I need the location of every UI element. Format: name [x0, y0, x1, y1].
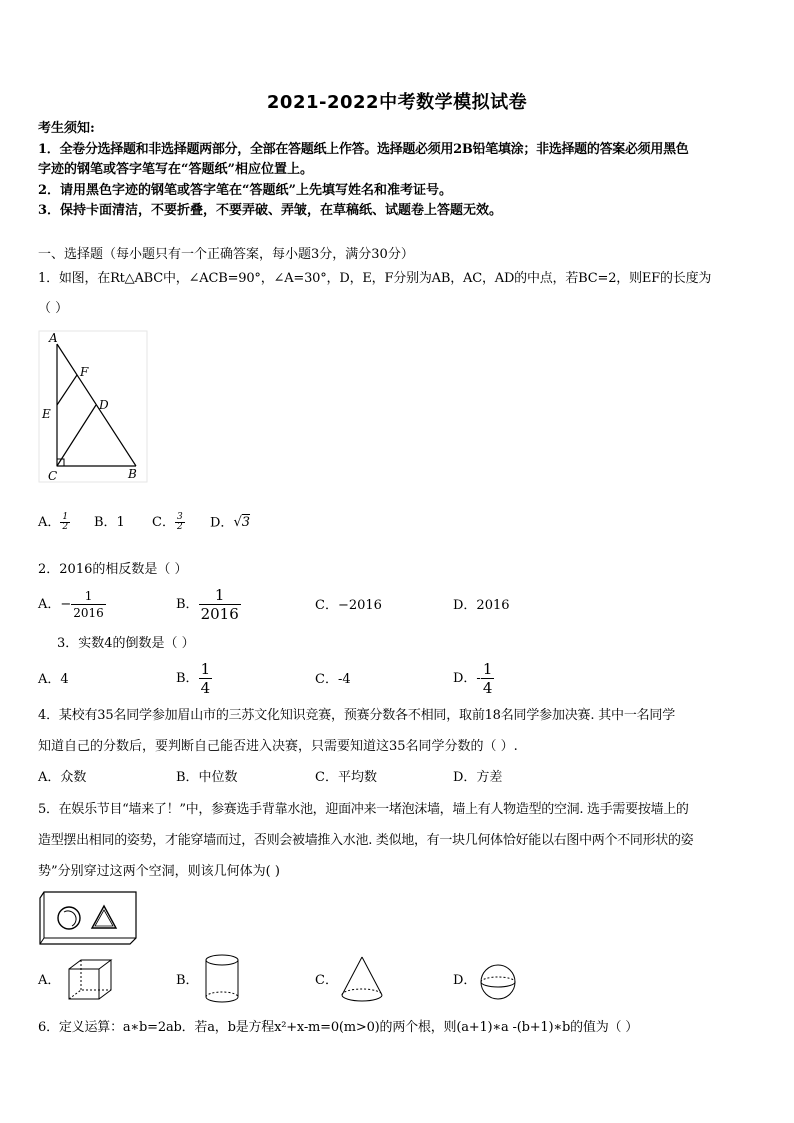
- fraction-numerator: 1: [200, 660, 211, 678]
- cone-icon: [338, 955, 386, 1005]
- q3-stem: 3．实数4的倒数是（ ）: [57, 636, 195, 651]
- q3-option-d[interactable]: [453, 660, 494, 697]
- label-b: B: [128, 467, 137, 481]
- notice-heading: 考生须知:: [38, 121, 95, 136]
- q3-option-b[interactable]: [176, 660, 212, 697]
- sqrt-symbol: √3: [233, 515, 251, 530]
- notice-item-1b: 字迹的钢笔或答字笔写在“答题纸”相应位置上。: [38, 162, 313, 177]
- notice-item-3: 3．保持卡面清洁，不要折叠，不要弄破、弄皱，在草稿纸、试题卷上答题无效。: [38, 203, 503, 218]
- q4-option-b[interactable]: B．中位数: [176, 770, 238, 785]
- fraction-denominator: 4: [482, 679, 493, 697]
- q3-option-d-fraction: [481, 660, 495, 697]
- figure-border: [39, 331, 147, 482]
- q1-option-a[interactable]: [38, 513, 70, 532]
- q1-option-a-label: A．: [38, 515, 61, 530]
- q1-option-c-fraction: [175, 513, 185, 532]
- q3-option-c[interactable]: C．-4: [315, 672, 351, 687]
- fraction-denominator: 2016: [73, 606, 104, 620]
- sqrt-radicand: 3: [241, 515, 251, 530]
- q2-option-d[interactable]: D．2016: [453, 598, 510, 613]
- q1-option-c[interactable]: [152, 513, 185, 532]
- section-heading: 一、选择题（每小题只有一个正确答案，每小题3分，满分30分）: [38, 247, 414, 262]
- fraction-numerator: 1: [71, 588, 106, 605]
- q4-stem-line2: 知道自己的分数后，要判断自己能否进入决赛，只需要知道这35名同学分数的（ ）.: [38, 739, 518, 754]
- label-a: A: [49, 331, 58, 345]
- q2-option-b-fraction: [199, 586, 241, 623]
- q1-option-d-label: D．: [210, 515, 234, 531]
- q1-option-b[interactable]: B．1: [94, 515, 125, 530]
- q5-stem-line1: 5．在娱乐节目“墙来了！”中，参赛选手背靠水池，迎面冲来一堵泡沫墙，墙上有人物造型的空洞. 选手需要按墙上的: [38, 802, 689, 817]
- fraction-denominator: 2: [176, 522, 183, 532]
- q2-option-c[interactable]: C．−2016: [315, 598, 382, 613]
- fraction-numerator: 3: [176, 512, 183, 522]
- q5-option-b[interactable]: B．: [176, 973, 199, 988]
- fraction-numerator: 1: [482, 660, 493, 678]
- q5-option-a[interactable]: A．: [38, 973, 61, 988]
- circle-hole: [58, 907, 80, 929]
- q2-stem: 2．2016的相反数是（ ）: [38, 562, 188, 577]
- q4-option-a[interactable]: A．众数: [38, 770, 87, 785]
- notice-item-2: 2．请用黑色字迹的钢笔或答字笔在“答题纸”上先填写姓名和准考证号。: [38, 183, 453, 198]
- page-title: 2021-2022中考数学模拟试卷: [266, 92, 528, 113]
- q1-stem-line1: 1．如图，在Rt△ABC中，∠ACB=90°，∠A=30°，D，E，F分别为AB，AC，AD的中点，若BC=2，则EF的长度为: [38, 271, 712, 286]
- q1-option-a-fraction: [60, 513, 70, 532]
- q4-option-d[interactable]: D．方差: [453, 770, 503, 785]
- label-f: F: [80, 365, 89, 379]
- q2-option-a-label: A．−: [38, 597, 72, 612]
- q1-triangle-figure: [38, 330, 150, 485]
- q1-option-c-label: C．: [152, 515, 175, 530]
- notice-item-1: 1．全卷分选择题和非选择题两部分，全部在答题纸上作答。选择题必须用2B铅笔填涂；非选择题的答案必须用黑色: [38, 142, 689, 157]
- q2-option-a[interactable]: [38, 588, 106, 621]
- q3-option-b-fraction: [199, 660, 213, 697]
- wall-slab: [40, 892, 136, 944]
- label-e: E: [42, 407, 51, 421]
- q3-option-d-label: D．-: [453, 671, 481, 686]
- q3-option-a[interactable]: A．4: [38, 672, 69, 687]
- q2-option-a-fraction: [71, 588, 106, 621]
- cylinder-icon: [202, 953, 242, 1005]
- q4-stem-line1: 4．某校有35名同学参加眉山市的三苏文化知识竞赛，预赛分数各不相同，取前18名同学参加决赛. 其中一名同学: [38, 708, 676, 723]
- fraction-denominator: 2016: [200, 605, 239, 623]
- segment-ef: [57, 375, 77, 405]
- cube-icon: [66, 957, 114, 1005]
- sphere-icon: [478, 962, 518, 1002]
- q5-stem-line2: 造型摆出相同的姿势，才能穿墙而过，否则会被墙推入水池. 类似地，有一块几何体恰好能以右图中两个不同形状的姿: [38, 833, 694, 848]
- q5-option-d[interactable]: D．: [453, 973, 477, 988]
- q6-stem: 6．定义运算：a∗b=2ab．若a，b是方程x²+x-m=0(m>0)的两个根，则(a+1)∗a -(b+1)∗b的值为（ ）: [38, 1020, 639, 1035]
- q4-option-c[interactable]: C．平均数: [315, 770, 377, 785]
- q3-option-b-label: B．: [176, 671, 199, 686]
- segment-cd: [57, 405, 96, 466]
- label-d: D: [99, 398, 109, 412]
- fraction-numerator: 1: [62, 512, 69, 522]
- label-c: C: [48, 469, 58, 483]
- q5-wall-figure: [38, 890, 140, 946]
- fraction-denominator: 2: [62, 522, 69, 532]
- q1-stem-line2: （ ）: [38, 301, 69, 316]
- q5-option-c[interactable]: C．: [315, 973, 338, 988]
- q5-stem-line3: 势”分别穿过这两个空洞，则该几何体为( ): [38, 864, 280, 879]
- q2-option-b[interactable]: [176, 586, 241, 623]
- q2-option-b-label: B．: [176, 597, 199, 612]
- fraction-denominator: 4: [200, 679, 211, 697]
- q1-option-d[interactable]: [210, 515, 250, 532]
- fraction-numerator: 1: [199, 586, 241, 605]
